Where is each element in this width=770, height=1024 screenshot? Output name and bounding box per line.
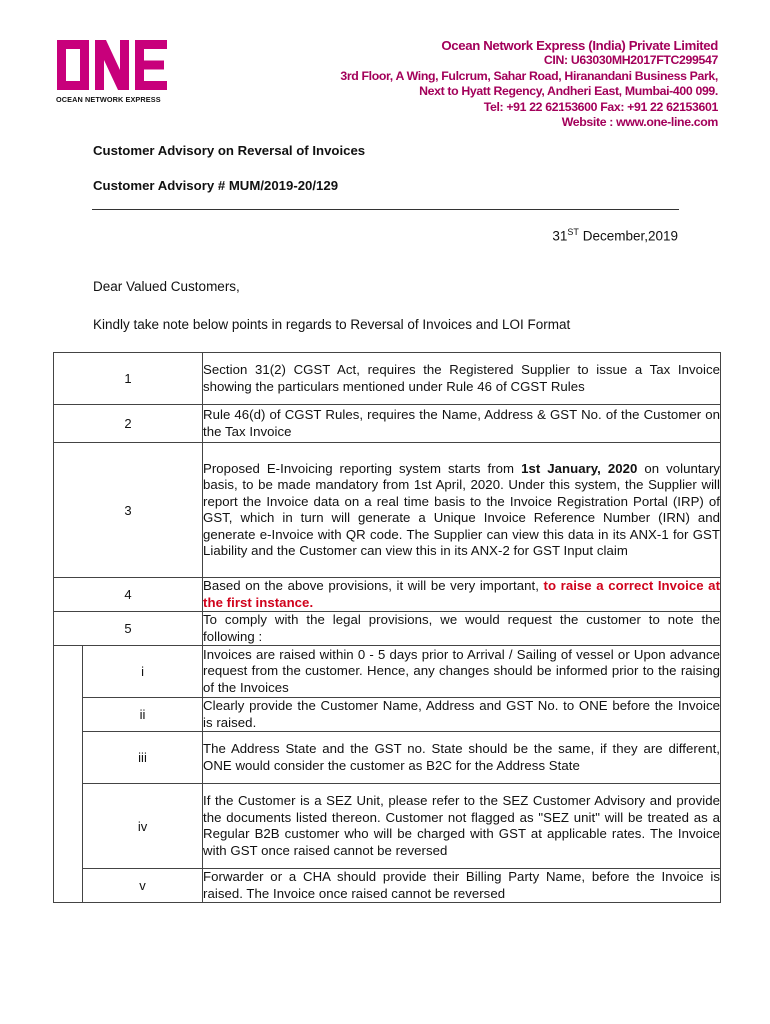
table-row [54,443,721,578]
company-address-line1: 3rd Floor, A Wing, Fulcrum, Sahar Road, Hiranandani Business Park, [340,68,718,83]
point-number: 3 [54,443,203,578]
subpoint-indent-cell [54,646,83,903]
salutation: Dear Valued Customers, [93,279,240,294]
advisory-number: Customer Advisory # MUM/2019-20/129 [93,178,339,193]
subpoint-number: iv [83,784,203,869]
point-bold-date: 1st January, 2020 [521,460,638,476]
point-number: 1 [54,353,203,405]
point-number: 4 [54,578,203,612]
company-name: Ocean Network Express (India) Private Limited [441,38,718,53]
point-highlight: to raise a correct Invoice at the first instance. [203,578,721,610]
subpoint-text: If the Customer is a SEZ Unit, please refer to the SEZ Customer Advisory and provide the documents listed thereon. Customer not flagged as "SEZ unit" will be treated as a Regular B2B customer who will be charged with GST at applicable rates. The Invoice with GST once raised cannot be reversed [203,784,721,869]
logo-subtitle: OCEAN NETWORK EXPRESS [56,95,161,104]
company-phone: Tel: +91 22 62153600 Fax: +91 22 62153601 [483,99,718,114]
date-suffix: ST [567,227,579,237]
table-row [54,869,721,903]
point-text-part: Proposed E-Invoicing reporting system starts from [203,460,522,476]
table-row [54,353,721,405]
advisory-title: Customer Advisory on Reversal of Invoices [93,143,366,158]
subpoint-number: ii [83,698,203,732]
point-text [203,578,721,612]
date-rest: December,2019 [578,228,678,244]
points-table [53,352,721,903]
table-row [54,698,721,732]
subpoint-number: v [83,869,203,903]
subpoint-number: i [83,646,203,698]
subpoint-text: Clearly provide the Customer Name, Address and GST No. to ONE before the Invoice is raised. [203,698,721,730]
table-row [54,784,721,869]
advisory-date [552,227,678,244]
date-day: 31 [552,228,568,244]
table-row [54,732,721,784]
one-logo [56,40,172,104]
subpoint-text: Invoices are raised within 0 - 5 days prior to Arrival / Sailing of vessel or Upon advance request from the customer. Hence, any changes should be informed prior to the raising of the Invoices [203,646,721,698]
company-header [340,38,718,130]
point-text [203,443,721,578]
point-number: 5 [54,612,203,646]
table-row [54,405,721,443]
company-address-line2: Next to Hyatt Regency, Andheri East, Mumbai-400 099. [419,84,718,99]
point-text: To comply with the legal provisions, we would request the customer to note the following : [203,612,721,644]
one-logo-mark [56,40,172,90]
intro-text: Kindly take note below points in regards to Reversal of Invoices and LOI Format [93,317,571,332]
point-number: 2 [54,405,203,443]
subpoint-number: iii [83,732,203,784]
point-text: Rule 46(d) of CGST Rules, requires the Name, Address & GST No. of the Customer on the Tax Invoice [203,405,721,443]
one-logo-letters-icon [56,40,168,90]
point-text: Section 31(2) CGST Act, requires the Registered Supplier to issue a Tax Invoice showing the particulars mentioned under Rule 46 of CGST Rules [203,353,721,405]
table-row [54,646,721,698]
point-text-part: Based on the above provisions, it will be very important, [203,578,544,593]
header-divider [92,209,679,210]
point-text-part: on voluntary basis, to be made mandatory from 1st April, 2020. Under this system, the Supplier will report the Invoice data on a real time basis to the Invoice Registration Portal (IRP) of GST, which in turn will generate a Unique Invoice Reference Number (IRN) and generate e-Invoice with QR code. The Supplier can view this data in its ANX-1 for GST Liability and the Customer can view this in its ANX-2 for GST Input claim [203,460,721,558]
company-cin: CIN: U63030MH2017FTC299547 [543,53,718,68]
table-row [54,578,721,612]
subpoint-text: The Address State and the GST no. State should be the same, if they are different, ONE would consider the customer as B2C for the Address State [203,732,721,784]
subpoint-text: Forwarder or a CHA should provide their Billing Party Name, before the Invoice is raised. The Invoice once raised cannot be reversed [203,869,721,901]
company-website[interactable]: Website : www.one-line.com [561,115,718,130]
table-row [54,612,721,646]
